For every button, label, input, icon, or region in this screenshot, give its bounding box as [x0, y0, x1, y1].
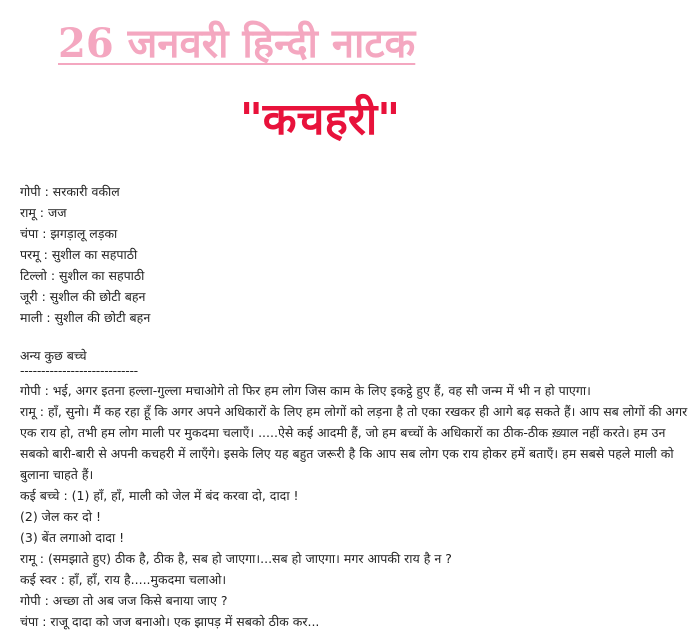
- dialogue-line: कई बच्चे : (1) हाँ, हाँ, माली को जेल में बंद करवा दो, दादा !: [20, 488, 299, 503]
- section-divider: ----------------------------: [20, 363, 138, 378]
- cast-item: परमू : सुशील का सहपाठी: [20, 247, 138, 262]
- cast-item: टिल्लो : सुशील का सहपाठी: [20, 268, 145, 283]
- dialogue-line: रामू : हाँ, सुनो। मैं कह रहा हूँ कि अगर अपने अधिकारों के लिए हम लोगों को लड़ना है तो एका रखकर ही आगे बढ़ सकते हैं। आप सब लोगों की अगर एक राय हो, तभी हम लोग माली पर मुकदमा चलाएँ। .....ऐसे कई आदमी हैं, जो हम बच्चों के अधिकारों का ठीक-ठीक ख़्याल नहीं करते। हम उन सबको बारी-बारी से अपनी कचहरी में लाएँगे। इसके लिए यह बहुत जरूरी है कि आप सब लोग एक राय होकर हमें बताएँ। हम सबसे पहले माली को बुलाना चाहते हैं।: [20, 404, 688, 482]
- dialogue-line: (3) बेंत लगाओ दादा !: [20, 530, 125, 545]
- page-title: 26 जनवरी हिन्दी नाटक: [58, 20, 416, 67]
- dialogue-line: गोपी : भई, अगर इतना हल्ला-गुल्ला मचाओगे तो फिर हम लोग जिस काम के लिए इकट्ठे हुए हैं, वह सौ जन्म में भी न हो पाएगा।: [20, 383, 591, 398]
- dialogue-line: कई स्वर : हाँ, हाँ, राय है.....मुकदमा चलाओ।: [20, 572, 227, 587]
- play-title: "कचहरी": [239, 94, 401, 145]
- cast-item: गोपी : सरकारी वकील: [20, 184, 120, 199]
- cast-item: रामू : जज: [20, 205, 67, 220]
- cast-item: माली : सुशील की छोटी बहन: [20, 310, 151, 325]
- dialogue-line: रामू : (समझाते हुए) ठीक है, ठीक है, सब हो जाएगा।...सब हो जाएगा। मगर आपकी राय है न ?: [20, 551, 452, 566]
- cast-item: चंपा : झगड़ालू लड़का: [20, 226, 118, 241]
- dialogue-line: (2) जेल कर दो !: [20, 509, 101, 524]
- cast-item: जूरी : सुशील की छोटी बहन: [20, 289, 146, 304]
- cast-list: [20, 181, 150, 328]
- other-characters: अन्य कुछ बच्चे: [20, 348, 87, 363]
- dialogue-line: चंपा : राजू दादा को जज बनाओ। एक झापड़ में सबको ठीक कर...: [20, 614, 320, 629]
- dialogue-block: [20, 380, 688, 632]
- dialogue-line: गोपी : अच्छा तो अब जज किसे बनाया जाए ?: [20, 593, 228, 608]
